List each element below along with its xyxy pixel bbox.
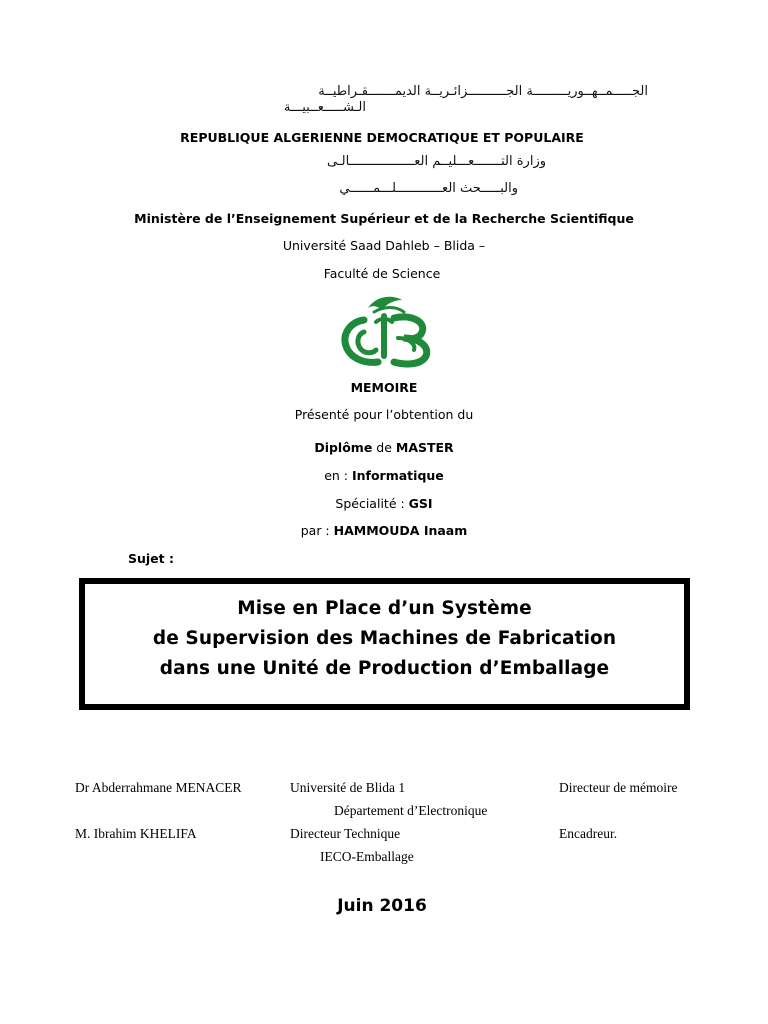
jury-affiliation-2: Directeur Technique	[290, 826, 401, 841]
arabic-ministry-line-1: وزارة التـــــــعـــليــم العـــــــــــــــــالـى	[326, 154, 546, 169]
arabic-ministry-line-2: والبـــــحث العــــــــــــلـــمــــــي	[339, 181, 518, 196]
jury-role-1: Directeur de mémoire	[559, 780, 678, 795]
thesis-title-line-2: de Supervision des Machines de Fabrication	[152, 628, 617, 649]
arabic-republic-line-2: الـشـــــعــبيـــة	[283, 100, 366, 115]
jury-affiliation2-2: IECO-Emballage	[320, 849, 414, 864]
presented-for: Présenté pour l’obtention du	[294, 407, 474, 422]
diploma-line	[0, 440, 768, 455]
university-logo	[334, 292, 436, 370]
ministry-name: Ministère de l’Enseignement Supérieur et de la Recherche Scientifique	[134, 211, 634, 226]
diploma-de: de	[372, 440, 396, 455]
jury-affiliation2-1: Département d’Electronique	[334, 803, 488, 818]
diploma-name: MASTER	[395, 440, 454, 455]
thesis-title-line-1: Mise en Place d’un Système	[237, 598, 532, 619]
jury-name-1: Dr Abderrahmane MENACER	[75, 780, 242, 795]
subject-label: Sujet :	[128, 551, 174, 566]
republic-title: REPUBLIQUE ALGERIENNE DEMOCRATIQUE ET POPULAIRE	[180, 130, 584, 145]
faculty-name: Faculté de Science	[323, 266, 441, 281]
thesis-title-line-3: dans une Unité de Production d’Emballage	[159, 658, 610, 679]
speciality-line	[0, 496, 768, 511]
arabic-republic-line-1: الجـــــمــهــوريـــــــــة الجــــــــــزائـريــة الديمـــــــقـراطيــة	[318, 84, 648, 99]
diploma-prefix: Diplôme	[314, 440, 373, 455]
field-line	[0, 468, 768, 483]
date: Juin 2016	[337, 896, 427, 916]
jury-name-2: M. Ibrahim KHELIFA	[75, 826, 197, 841]
jury-affiliation-1: Université de Blida 1	[290, 780, 406, 795]
author-line	[0, 523, 768, 538]
jury-role-2: Encadreur.	[559, 826, 618, 841]
author-prefix: par :	[300, 523, 334, 538]
field-prefix: en :	[324, 468, 352, 483]
speciality-name: GSI	[408, 496, 433, 511]
memoire-heading: MEMOIRE	[350, 380, 418, 395]
speciality-prefix: Spécialité :	[335, 496, 409, 511]
thesis-title-box	[79, 578, 690, 710]
field-name: Informatique	[351, 468, 444, 483]
author-name: HAMMOUDA Inaam	[333, 523, 468, 538]
university-name: Université Saad Dahleb – Blida –	[282, 238, 486, 253]
